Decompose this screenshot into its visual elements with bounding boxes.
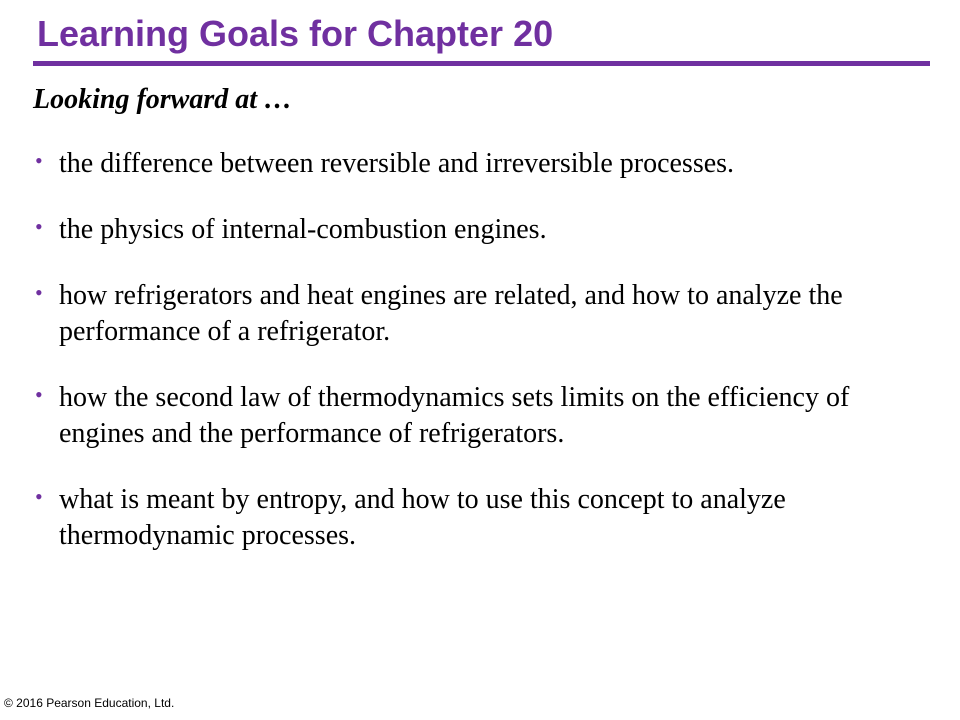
- learning-goal-text: how the second law of thermodynamics sets limits on the efficiency of engines and the performance of refrigerators.: [59, 382, 850, 449]
- learning-goal-item: [35, 380, 935, 452]
- learning-goal-item: [35, 278, 935, 350]
- bullet-icon: •: [35, 148, 43, 173]
- learning-goal-text: what is meant by entropy, and how to use this concept to analyze thermodynamic processes.: [59, 484, 786, 551]
- bullet-icon: •: [35, 214, 43, 239]
- learning-goal-item: [35, 146, 935, 182]
- bullet-icon: •: [35, 484, 43, 509]
- learning-goal-text: the difference between reversible and irreversible processes.: [59, 148, 735, 179]
- title-divider: [33, 61, 930, 66]
- learning-goal-text: the physics of internal-combustion engines.: [59, 214, 547, 245]
- slide-subtitle: Looking forward at …: [33, 84, 293, 115]
- learning-goals-list: [35, 146, 935, 584]
- slide-title: Learning Goals for Chapter 20: [37, 13, 554, 54]
- learning-goal-text: how refrigerators and heat engines are related, and how to analyze the performance of a refrigerator.: [59, 280, 843, 347]
- learning-goal-item: [35, 482, 935, 554]
- learning-goal-item: [35, 212, 935, 248]
- bullet-icon: •: [35, 280, 43, 305]
- bullet-icon: •: [35, 382, 43, 407]
- copyright-footer: © 2016 Pearson Education, Ltd.: [4, 696, 175, 710]
